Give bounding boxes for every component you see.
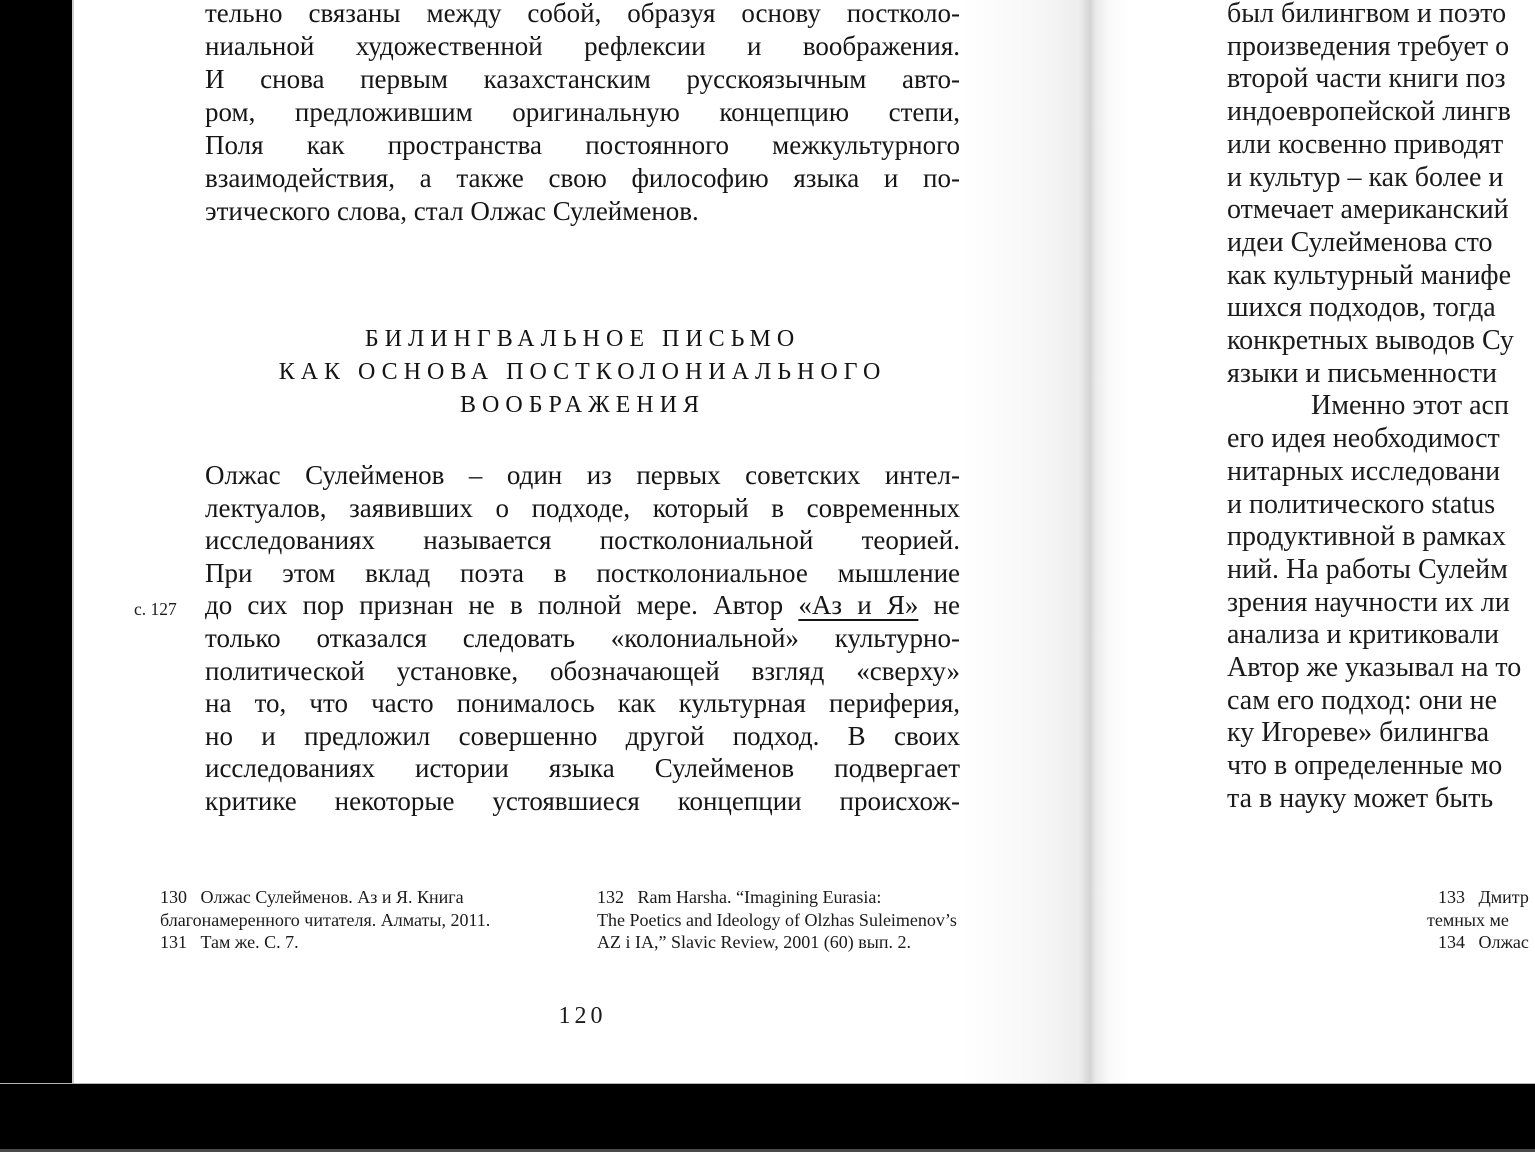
text-line: исследованиях называется постколониальной теорией. — [205, 525, 960, 556]
text-line: The Poetics and Ideology of Olzhas Suleimenov’s — [597, 909, 957, 930]
text-line: сам его подход: они не — [1227, 684, 1498, 716]
text-line: как культурный манифе — [1227, 259, 1512, 291]
footnotes-column-1 — [160, 886, 560, 954]
text-line: политической установке, обозначающей взгляд «сверху» — [205, 655, 960, 686]
text-line: и политического status — [1227, 488, 1496, 520]
text-line: лектуалов, заявивших о подходе, который в современных — [205, 492, 960, 523]
text-line: отмечает американский — [1227, 194, 1509, 226]
text-line: конкретных выводов Су — [1227, 325, 1514, 357]
text-line: произведения требует о — [1227, 30, 1510, 62]
text-line: та в науку может быть — [1227, 782, 1494, 814]
text-line: критике некоторые устоявшиеся концепции происхож- — [205, 785, 960, 816]
text-line: шихся подходов, тогда — [1227, 292, 1496, 324]
text-line: исследованиях истории языка Сулейменов подвергает — [205, 753, 960, 784]
bottom-letterbox-bar — [0, 1083, 1535, 1152]
text-line: БИЛИНГВАЛЬНОЕ ПИСЬМО — [364, 326, 801, 352]
text-line: продуктивной в рамках — [1227, 521, 1507, 553]
text-line: только отказался следовать «колониальной» культурно- — [205, 622, 960, 653]
text-line: Именно этот асп — [1311, 390, 1509, 422]
footnotes-column-2 — [597, 886, 1027, 954]
text-line: или косвенно приводят — [1227, 128, 1504, 160]
text-line: 131 Там же. С. 7. — [160, 932, 299, 953]
text-line: ниальной художественной рефлексии и воображения. — [205, 31, 960, 61]
right-page-text-column — [1227, 0, 1535, 816]
text-line: ВООБРАЖЕНИЯ — [460, 392, 705, 418]
text-line: Автор же указывал на то — [1227, 652, 1522, 684]
text-line: ром, предложившим оригинальную концепцию степи, — [205, 97, 960, 127]
text-line: языки и письменности — [1227, 357, 1497, 389]
text-line: индоевропейской лингв — [1227, 96, 1511, 128]
section-heading — [205, 323, 960, 422]
text-line: нитарных исследовани — [1227, 455, 1501, 487]
text-line: Олжас Сулейменов – один из первых советских интел- — [205, 460, 960, 490]
text-line: взаимодействия, а также свою философию языка и по- — [205, 163, 960, 193]
text-line: AZ i IA,” Slavic Review, 2001 (60) вып. 2. — [597, 932, 911, 953]
margin-page-reference: с. 127 — [134, 599, 177, 619]
text-line: второй части книги поз — [1227, 63, 1506, 95]
text-line: КАК ОСНОВА ПОСТКОЛОНИАЛЬНОГО — [278, 359, 887, 385]
text-line: благонамеренного читателя. Алматы, 2011. — [160, 909, 491, 930]
text-line: идеи Сулейменова сто — [1227, 226, 1493, 258]
text-fragment: до сих пор признан не в полной мере. Автор — [205, 590, 799, 621]
right-page-footnotes — [1427, 886, 1535, 954]
text-line: И снова первым казахстанским русскоязычным авто- — [205, 64, 960, 94]
left-page-body-paragraph — [205, 459, 960, 818]
text-line: анализа и критиковали — [1227, 619, 1499, 651]
text-line: этического слова, стал Олжас Сулейменов. — [205, 196, 699, 226]
az-i-ya-reference-link[interactable]: «Аз и Я» — [798, 590, 919, 621]
text-line: и культур – как более и — [1227, 161, 1504, 193]
text-line: Поля как пространства постоянного межкультурного — [205, 130, 960, 160]
text-line: был билингвом и поэто — [1227, 0, 1507, 29]
page-number: 120 — [558, 1003, 607, 1029]
text-line: зрения научности их ли — [1227, 586, 1510, 618]
text-line: на то, что часто понималось как культурная периферия, — [205, 688, 960, 719]
text-line: что в определенные мо — [1227, 750, 1503, 782]
text-line: тельно связаны между собой, образуя основу постколо- — [205, 0, 960, 28]
text-line: При этом вклад поэта в постколониальное мышление — [205, 557, 960, 588]
text-line: 132 Ram Harsha. “Imagining Eurasia: — [597, 887, 882, 907]
text-line: ний. На работы Сулейм — [1227, 553, 1508, 585]
text-line: его идея необходимост — [1227, 423, 1500, 455]
text-line: но и предложил совершенно другой подход. В своих — [205, 720, 960, 751]
text-line: ку Игореве» билингва — [1227, 717, 1490, 749]
book-spread — [72, 0, 1535, 1083]
text-fragment: не — [918, 590, 960, 621]
text-line — [205, 589, 960, 622]
text-line: 134 Олжас — [1438, 932, 1529, 953]
text-line: 133 Дмитр — [1438, 887, 1529, 907]
text-line: темных ме — [1427, 909, 1509, 930]
text-line: 130 Олжас Сулейменов. Аз и Я. Книга — [160, 887, 464, 907]
left-page-top-paragraph — [205, 0, 960, 228]
